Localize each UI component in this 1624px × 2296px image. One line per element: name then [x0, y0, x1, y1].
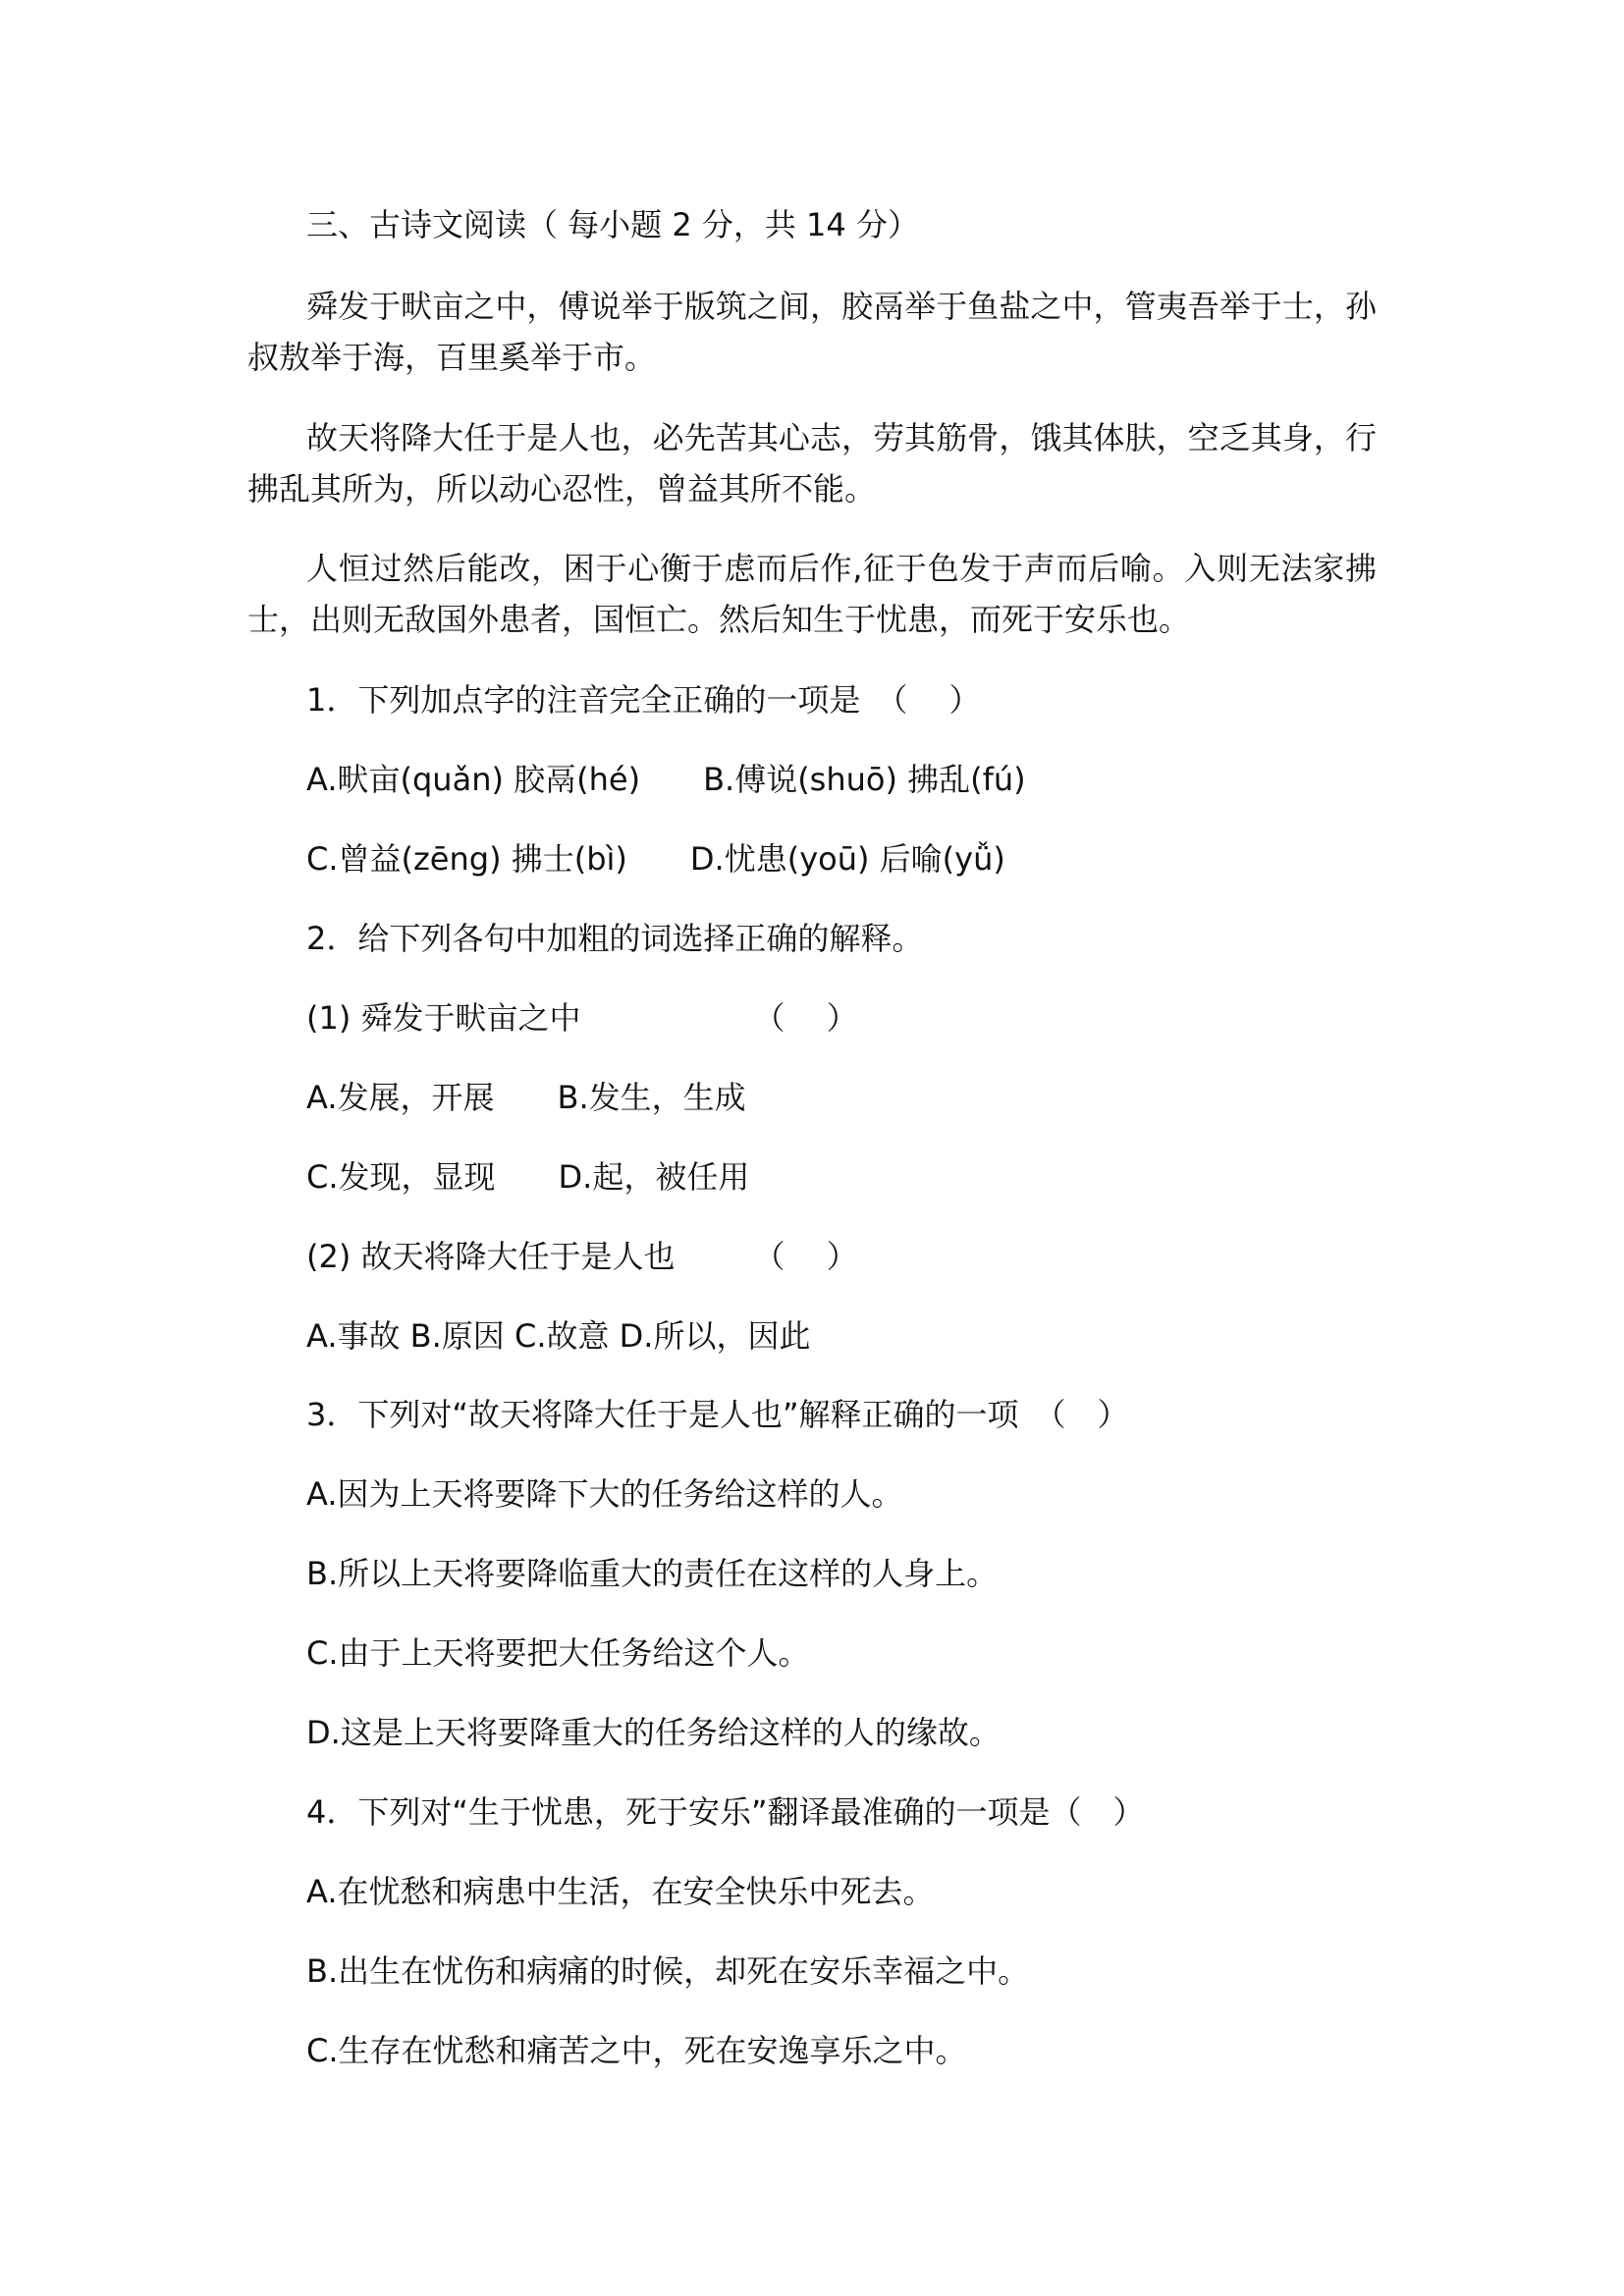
question-1-options-row-2: C.曾益(zēng) 拂士(bì) D.忧患(yoū) 后喻(yǚ) [306, 840, 1005, 878]
question-1-options-row-1: A.畎亩(quǎn) 胶鬲(hé) B.傅说(shuō) 拂乱(fú) [306, 761, 1026, 798]
question-2-sub-1-options-row-1: A.发展，开展 B.发生，生成 [306, 1079, 746, 1116]
question-2-sub-1-options-row-2: C.发现，显现 D.起，被任用 [306, 1158, 750, 1196]
question-3-stem: 3．下列对“故天将降大任于是人也”解释正确的一项 （ ） [306, 1396, 1129, 1433]
passage-paragraph-3: 人恒过然后能改，困于心衡于虑而后作,征于色发于声而后喻。入则无法家拂士，出则无敌国外患者，国恒亡。然后知生于忧患，而死于安乐也。 [247, 550, 1377, 638]
question-4-option-c: C.生存在忧愁和痛苦之中，死在安逸享乐之中。 [306, 2032, 967, 2069]
question-4-option-a: A.在忧愁和病患中生活，在安全快乐中死去。 [306, 1873, 935, 1910]
question-1-stem: 1．下列加点字的注音完全正确的一项是 （ ） [306, 681, 981, 719]
passage-paragraph-1: 舜发于畎亩之中，傅说举于版筑之间，胶鬲举于鱼盐之中，管夷吾举于士，孙叔敖举于海，百里奚举于市。 [247, 288, 1377, 376]
question-3-option-b: B.所以上天将要降临重大的责任在这样的人身上。 [306, 1555, 999, 1592]
question-3-option-d: D.这是上天将要降重大的任务给这样的人的缘故。 [306, 1714, 1001, 1751]
question-3-option-a: A.因为上天将要降下大的任务给这样的人。 [306, 1475, 903, 1513]
question-2-stem: 2．给下列各句中加粗的词选择正确的解释。 [306, 920, 924, 957]
question-4-option-b: B.出生在忧伤和病痛的时候，却死在安乐幸福之中。 [306, 1952, 1030, 1990]
section-title: 三、古诗文阅读（ 每小题 2 分，共 14 分） [306, 206, 919, 243]
question-2-sub-1: (1) 舜发于畎亩之中 （ ） [306, 999, 858, 1037]
question-2-sub-2-options: A.事故 B.原因 C.故意 D.所以，因此 [306, 1317, 811, 1355]
question-2-sub-2: (2) 故天将降大任于是人也 （ ） [306, 1238, 858, 1275]
passage-paragraph-2: 故天将降大任于是人也，必先苦其心志，劳其筋骨，饿其体肤，空乏其身，行拂乱其所为，所以动心忍性，曾益其所不能。 [247, 419, 1377, 507]
question-4-stem: 4．下列对“生于忧患，死于安乐”翻译最准确的一项是（ ） [306, 1793, 1145, 1831]
question-3-option-c: C.由于上天将要把大任务给这个人。 [306, 1634, 810, 1672]
